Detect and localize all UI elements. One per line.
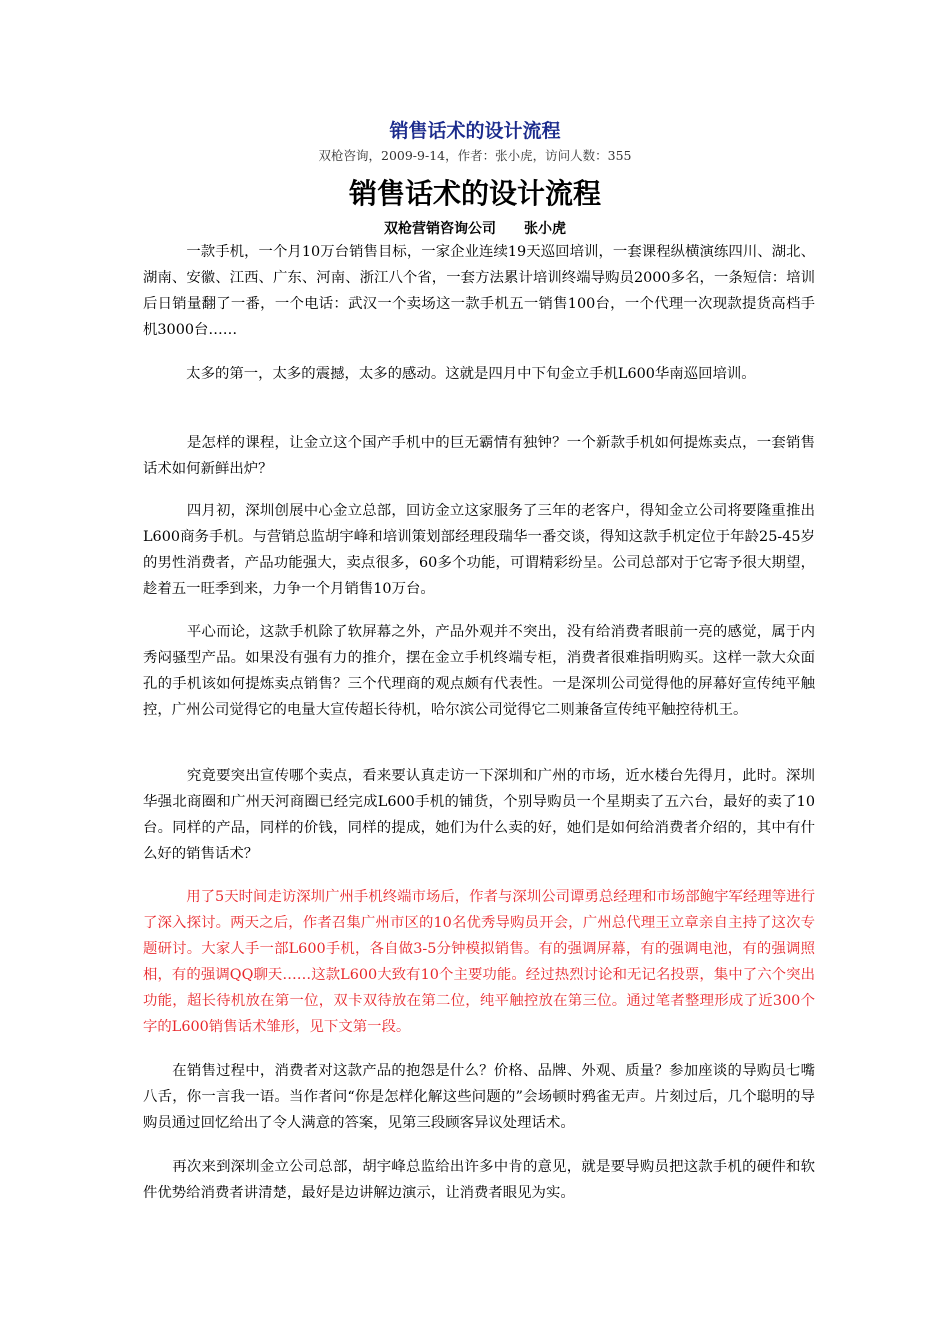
paragraph-5: 平心而论，这款手机除了软屏幕之外，产品外观并不突出，没有给消费者眼前一亮的感觉，属于内秀闷骚型产品。如果没有强有力的推介，摆在金立手机终端专柜，消费者很难指明购买。这样一款大众面孔的手机该如何提炼卖点销售？三个代理商的观点颇有代表性。一是深圳公司觉得他的屏幕好宣传纯平触控，广州公司觉得它的电量大宣传超长待机，哈尔滨公司觉得它二则兼备宣传纯平触控待机王。 xyxy=(143,624,815,718)
paragraph-4: 四月初，深圳创展中心金立总部，回访金立这家服务了三年的老客户，得知金立公司将要隆重推出L600商务手机。与营销总监胡宇峰和培训策划部经理段瑞华一番交谈，得知这款手机定位于年龄25-45岁的男性消费者，产品功能强大，卖点很多，60多个功能，可谓精彩纷呈。公司总部对于它寄予很大期望，趁着五一旺季到来，力争一个月销售10万台。 xyxy=(143,503,815,597)
paragraph-6: 究竟要突出宣传哪个卖点，看来要认真走访一下深圳和广州的市场，近水楼台先得月，此时。深圳华强北商圈和广州天河商圈已经完成L600手机的铺货，个别导购员一个星期卖了五六台，最好的卖了10台。同样的产品，同样的价钱，同样的提成，她们为什么卖的好，她们是如何给消费者介绍的，其中有什么好的销售话术？ xyxy=(143,768,815,862)
paragraph-3: 是怎样的课程，让金立这个国产手机中的巨无霸情有独钟？一个新款手机如何提炼卖点，一套销售话术如何新鲜出炉？ xyxy=(143,435,815,477)
paragraph-7-highlight: 用了5天时间走访深圳广州手机终端市场后，作者与深圳公司谭勇总经理和市场部鲍宇军经理等进行了深入探讨。两天之后，作者召集广州市区的10名优秀导购员开会，广州总代理王立章亲自主持了这次专题研讨。大家人手一部L600手机，各自做3-5分钟模拟销售。有的强调屏幕，有的强调电池，有的强调照相，有的强调QQ聊天……这款L600大致有10个主要功能。经过热烈讨论和无记名投票，集中了六个突出功能，超长待机放在第一位，双卡双待放在第二位，纯平触控放在第三位。通过笔者整理形成了近300个字的L600销售话术雏形，见下文第一段。 xyxy=(143,889,815,1035)
paragraph-9: 再次来到深圳金立公司总部，胡宇峰总监给出许多中肯的意见，就是要导购员把这款手机的硬件和软件优势给消费者讲清楚，最好是边讲解边演示，让消费者眼见为实。 xyxy=(143,1159,815,1201)
paragraph-2: 太多的第一，太多的震撼，太多的感动。这就是四月中下旬金立手机L600华南巡回培训。 xyxy=(143,366,756,382)
article-title: 销售话术的设计流程 xyxy=(348,177,601,210)
paragraph-8: 在销售过程中，消费者对这款产品的抱怨是什么？价格、品牌、外观、质量？参加座谈的导购员七嘴八舌，你一言我一语。当作者问“你是怎样化解这些问题的”会场顿时鸦雀无声。片刻过后，几个聪明的导购员通过回忆给出了令人满意的答案，见第三段顾客异议处理话术。 xyxy=(143,1063,815,1131)
web-page-title: 销售话术的设计流程 xyxy=(389,120,561,142)
article-byline xyxy=(0,218,950,238)
paragraph-1: 一款手机，一个月10万台销售目标，一家企业连续19天巡回培训，一套课程纵横演练四川、湖北、湖南、安徽、江西、广东、河南、浙江八个省，一套方法累计培训终端导购员2000多名，一条短信：培训后日销量翻了一番，一个电话：武汉一个卖场这一款手机五一销售100台，一个代理一次现款提货高档手机3000台…… xyxy=(143,244,815,338)
article-meta: 双枪咨询，2009-9-14，作者：张小虎，访问人数：355 xyxy=(318,148,632,163)
author-name: 张小虎 xyxy=(524,221,566,237)
company-name: 双枪营销咨询公司 xyxy=(384,221,496,237)
